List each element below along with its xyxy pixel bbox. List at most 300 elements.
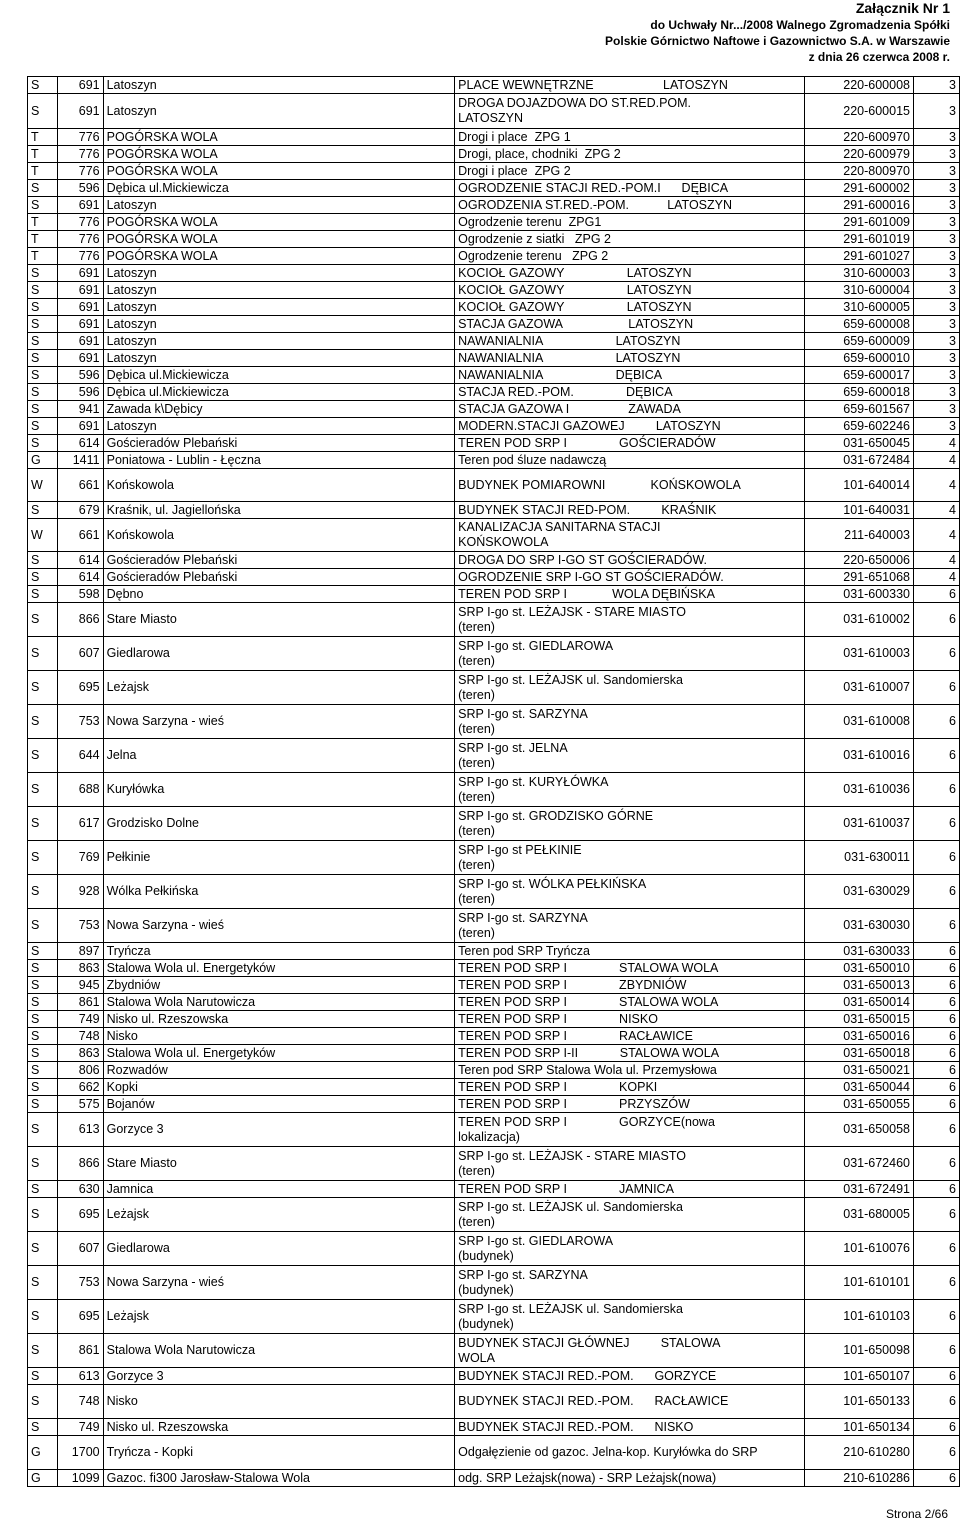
row-code: 659-602246: [804, 418, 913, 435]
row-location: Nowa Sarzyna - wieś: [103, 705, 455, 739]
table-row: [28, 469, 960, 502]
row-number: 661: [57, 469, 103, 502]
row-object: Drogi i place ZPG 1: [455, 129, 805, 146]
row-code: 659-601567: [804, 401, 913, 418]
row-object: SRP I-go st. SARZYNA (teren): [455, 705, 805, 739]
row-location: Kuryłówka: [103, 773, 455, 807]
row-code: 031-610003: [804, 637, 913, 671]
row-type: S: [28, 350, 58, 367]
row-code: 031-650015: [804, 1011, 913, 1028]
row-category: 6: [913, 1147, 959, 1181]
table-row: [28, 1181, 960, 1198]
table-row: [28, 1334, 960, 1368]
row-code: 659-600008: [804, 316, 913, 333]
row-category: 6: [913, 1368, 959, 1385]
row-category: 6: [913, 773, 959, 807]
row-code: 210-610286: [804, 1470, 913, 1487]
row-object: TEREN POD SRP I NISKO: [455, 1011, 805, 1028]
row-object: OGRODZENIE SRP I-GO ST GOŚCIERADÓW.: [455, 569, 805, 586]
row-category: 3: [913, 94, 959, 129]
table-row: [28, 248, 960, 265]
row-object: SRP I-go st. LEŻAJSK ul. Sandomierska (budynek): [455, 1300, 805, 1334]
row-type: S: [28, 586, 58, 603]
row-number: 769: [57, 841, 103, 875]
row-category: 6: [913, 1436, 959, 1470]
table-row: [28, 214, 960, 231]
row-location: Latoszyn: [103, 418, 455, 435]
row-type: S: [28, 1419, 58, 1436]
row-code: 220-800970: [804, 163, 913, 180]
row-object: BUDYNEK STACJI RED.-POM. NISKO: [455, 1419, 805, 1436]
row-type: S: [28, 265, 58, 282]
row-type: G: [28, 1436, 58, 1470]
row-location: Latoszyn: [103, 316, 455, 333]
row-object: Drogi i place ZPG 2: [455, 163, 805, 180]
table-row: [28, 807, 960, 841]
row-category: 3: [913, 146, 959, 163]
row-object: TEREN POD SRP I-II STALOWA WOLA: [455, 1045, 805, 1062]
row-object: SRP I-go st. WÓLKA PEŁKIŃSKA (teren): [455, 875, 805, 909]
row-number: 866: [57, 603, 103, 637]
row-category: 6: [913, 1113, 959, 1147]
row-location: Latoszyn: [103, 350, 455, 367]
table-row: [28, 1045, 960, 1062]
row-category: 6: [913, 994, 959, 1011]
row-category: 4: [913, 502, 959, 519]
row-number: 607: [57, 637, 103, 671]
row-object: Ogrodzenie terenu ZPG 2: [455, 248, 805, 265]
row-type: S: [28, 1232, 58, 1266]
row-number: 861: [57, 994, 103, 1011]
row-type: T: [28, 129, 58, 146]
row-category: 6: [913, 1096, 959, 1113]
date-line: z dnia 26 czerwca 2008 r.: [808, 50, 950, 64]
row-object: NAWANIALNIA LATOSZYN: [455, 333, 805, 350]
row-object: TEREN POD SRP I RACŁAWICE: [455, 1028, 805, 1045]
row-object: Teren pod SRP Stalowa Wola ul. Przemysłowa: [455, 1062, 805, 1079]
row-object: BUDYNEK STACJI RED.-POM. GORZYCE: [455, 1368, 805, 1385]
row-location: POGÓRSKA WOLA: [103, 231, 455, 248]
row-category: 3: [913, 299, 959, 316]
row-location: Leżajsk: [103, 671, 455, 705]
row-type: S: [28, 1334, 58, 1368]
table-row: [28, 1096, 960, 1113]
row-number: 863: [57, 960, 103, 977]
row-location: Stalowa Wola ul. Energetyków: [103, 960, 455, 977]
row-object: SRP I-go st PEŁKINIE (teren): [455, 841, 805, 875]
table-row: [28, 960, 960, 977]
row-type: S: [28, 367, 58, 384]
row-object: SRP I-go st. SARZYNA (teren): [455, 909, 805, 943]
row-code: 031-680005: [804, 1198, 913, 1232]
row-location: Leżajsk: [103, 1300, 455, 1334]
row-category: 6: [913, 1300, 959, 1334]
table-row: [28, 384, 960, 401]
table-row: [28, 129, 960, 146]
row-location: Jelna: [103, 739, 455, 773]
row-object: SRP I-go st. SARZYNA (budynek): [455, 1266, 805, 1300]
row-location: Latoszyn: [103, 265, 455, 282]
row-category: 6: [913, 1232, 959, 1266]
row-location: POGÓRSKA WOLA: [103, 129, 455, 146]
row-type: S: [28, 1113, 58, 1147]
row-number: 607: [57, 1232, 103, 1266]
row-location: Zbydniów: [103, 977, 455, 994]
row-code: 031-610036: [804, 773, 913, 807]
row-object: TEREN POD SRP I STALOWA WOLA: [455, 960, 805, 977]
row-category: 4: [913, 469, 959, 502]
row-category: 6: [913, 875, 959, 909]
table-row: [28, 316, 960, 333]
table-row: [28, 1011, 960, 1028]
table-row: [28, 1079, 960, 1096]
row-object: SRP I-go st. GIEDLAROWA (teren): [455, 637, 805, 671]
row-location: Tryńcza - Kopki: [103, 1436, 455, 1470]
row-object: SRP I-go st. LEŻAJSK ul. Sandomierska (teren): [455, 1198, 805, 1232]
row-code: 031-630030: [804, 909, 913, 943]
row-location: Pełkinie: [103, 841, 455, 875]
row-type: S: [28, 705, 58, 739]
row-code: 310-600004: [804, 282, 913, 299]
row-location: Latoszyn: [103, 299, 455, 316]
row-code: 031-630033: [804, 943, 913, 960]
row-number: 596: [57, 384, 103, 401]
row-location: Dębica ul.Mickiewicza: [103, 384, 455, 401]
row-category: 6: [913, 1079, 959, 1096]
table-row: [28, 180, 960, 197]
row-category: 6: [913, 1198, 959, 1232]
row-object: STACJA GAZOWA LATOSZYN: [455, 316, 805, 333]
row-number: 596: [57, 180, 103, 197]
table-row: [28, 1232, 960, 1266]
row-code: 101-610103: [804, 1300, 913, 1334]
row-code: 220-600970: [804, 129, 913, 146]
row-number: 776: [57, 248, 103, 265]
row-code: 101-610076: [804, 1232, 913, 1266]
table-row: [28, 739, 960, 773]
company-line: Polskie Górnictwo Naftowe i Gazownictwo S.A. w Warszawie: [605, 34, 950, 48]
row-type: S: [28, 943, 58, 960]
row-code: 220-650006: [804, 552, 913, 569]
row-location: POGÓRSKA WOLA: [103, 163, 455, 180]
row-number: 691: [57, 299, 103, 316]
document-header: [605, 0, 950, 65]
row-category: 6: [913, 637, 959, 671]
row-location: Kopki: [103, 1079, 455, 1096]
row-location: Dębno: [103, 586, 455, 603]
row-object: SRP I-go st. GIEDLAROWA (budynek): [455, 1232, 805, 1266]
row-type: S: [28, 1045, 58, 1062]
row-location: Latoszyn: [103, 333, 455, 350]
table-row: [28, 146, 960, 163]
row-category: 3: [913, 333, 959, 350]
row-number: 776: [57, 163, 103, 180]
row-category: 6: [913, 1385, 959, 1419]
row-number: 753: [57, 1266, 103, 1300]
row-code: 031-630011: [804, 841, 913, 875]
row-location: Wólka Pełkińska: [103, 875, 455, 909]
row-type: S: [28, 94, 58, 129]
row-type: S: [28, 384, 58, 401]
table-row: [28, 299, 960, 316]
row-number: 691: [57, 77, 103, 94]
row-object: Teren pod SRP Tryńcza: [455, 943, 805, 960]
row-number: 679: [57, 502, 103, 519]
row-object: TEREN POD SRP I STALOWA WOLA: [455, 994, 805, 1011]
row-number: 691: [57, 350, 103, 367]
row-type: S: [28, 1385, 58, 1419]
table-row: [28, 603, 960, 637]
row-type: S: [28, 1181, 58, 1198]
row-code: 031-672491: [804, 1181, 913, 1198]
table-row: [28, 552, 960, 569]
row-category: 4: [913, 519, 959, 552]
row-code: 211-640003: [804, 519, 913, 552]
table-row: [28, 1028, 960, 1045]
row-number: 614: [57, 435, 103, 452]
row-type: W: [28, 469, 58, 502]
row-code: 291-600016: [804, 197, 913, 214]
row-object: SRP I-go st. JELNA (teren): [455, 739, 805, 773]
row-number: 945: [57, 977, 103, 994]
table-row: [28, 773, 960, 807]
row-number: 748: [57, 1028, 103, 1045]
row-code: 031-610007: [804, 671, 913, 705]
row-number: 753: [57, 909, 103, 943]
row-number: 691: [57, 333, 103, 350]
row-number: 776: [57, 146, 103, 163]
row-code: 101-640014: [804, 469, 913, 502]
row-code: 310-600003: [804, 265, 913, 282]
table-row: [28, 637, 960, 671]
row-number: 630: [57, 1181, 103, 1198]
row-location: Stalowa Wola ul. Energetyków: [103, 1045, 455, 1062]
row-number: 748: [57, 1385, 103, 1419]
row-category: 3: [913, 163, 959, 180]
table-row: [28, 519, 960, 552]
row-location: Nowa Sarzyna - wieś: [103, 909, 455, 943]
row-code: 101-640031: [804, 502, 913, 519]
assets-table-body: [28, 77, 960, 1487]
row-type: S: [28, 909, 58, 943]
row-object: DROGA DO SRP I-GO ST GOŚCIERADÓW.: [455, 552, 805, 569]
row-type: S: [28, 841, 58, 875]
row-code: 291-601009: [804, 214, 913, 231]
row-code: 031-650044: [804, 1079, 913, 1096]
row-code: 031-672484: [804, 452, 913, 469]
row-location: Dębica ul.Mickiewicza: [103, 180, 455, 197]
row-location: Grodzisko Dolne: [103, 807, 455, 841]
row-code: 220-600015: [804, 94, 913, 129]
row-code: 291-600002: [804, 180, 913, 197]
row-code: 291-601019: [804, 231, 913, 248]
row-object: TEREN POD SRP I GORZYCE(nowa lokalizacja): [455, 1113, 805, 1147]
row-number: 1411: [57, 452, 103, 469]
row-category: 3: [913, 197, 959, 214]
row-code: 031-650014: [804, 994, 913, 1011]
table-row: [28, 875, 960, 909]
row-code: 031-610037: [804, 807, 913, 841]
row-category: 6: [913, 603, 959, 637]
row-category: 6: [913, 1419, 959, 1436]
row-object: TEREN POD SRP I GOŚCIERADÓW: [455, 435, 805, 452]
row-category: 3: [913, 180, 959, 197]
row-number: 691: [57, 94, 103, 129]
row-location: Nisko ul. Rzeszowska: [103, 1011, 455, 1028]
table-row: [28, 367, 960, 384]
row-object: TEREN POD SRP I KOPKI: [455, 1079, 805, 1096]
row-type: T: [28, 146, 58, 163]
row-number: 691: [57, 418, 103, 435]
table-row: [28, 77, 960, 94]
row-type: S: [28, 1096, 58, 1113]
row-number: 928: [57, 875, 103, 909]
table-row: [28, 705, 960, 739]
row-code: 031-650010: [804, 960, 913, 977]
row-type: S: [28, 1079, 58, 1096]
row-type: S: [28, 603, 58, 637]
row-category: 6: [913, 671, 959, 705]
row-number: 598: [57, 586, 103, 603]
row-code: 659-600010: [804, 350, 913, 367]
row-number: 614: [57, 569, 103, 586]
row-category: 3: [913, 231, 959, 248]
row-code: 210-610280: [804, 1436, 913, 1470]
row-location: Zawada k\Dębicy: [103, 401, 455, 418]
table-row: [28, 94, 960, 129]
table-row: [28, 418, 960, 435]
row-type: S: [28, 197, 58, 214]
table-row: [28, 163, 960, 180]
table-row: [28, 435, 960, 452]
table-row: [28, 1266, 960, 1300]
row-type: S: [28, 637, 58, 671]
row-number: 661: [57, 519, 103, 552]
row-location: Stare Miasto: [103, 603, 455, 637]
row-type: S: [28, 1300, 58, 1334]
row-location: Gorzyce 3: [103, 1368, 455, 1385]
row-location: Gazoc. fi300 Jarosław-Stalowa Wola: [103, 1470, 455, 1487]
row-object: NAWANIALNIA LATOSZYN: [455, 350, 805, 367]
row-object: Drogi, place, chodniki ZPG 2: [455, 146, 805, 163]
row-type: G: [28, 452, 58, 469]
row-number: 688: [57, 773, 103, 807]
row-number: 861: [57, 1334, 103, 1368]
row-location: Kraśnik, ul. Jagiellońska: [103, 502, 455, 519]
row-type: S: [28, 1011, 58, 1028]
table-row: [28, 197, 960, 214]
row-type: W: [28, 519, 58, 552]
row-object: Ogrodzenie z siatki ZPG 2: [455, 231, 805, 248]
row-object: TEREN POD SRP I PRZYSZÓW: [455, 1096, 805, 1113]
row-code: 659-600018: [804, 384, 913, 401]
row-number: 613: [57, 1113, 103, 1147]
table-row: [28, 1113, 960, 1147]
row-number: 613: [57, 1368, 103, 1385]
row-type: S: [28, 1028, 58, 1045]
row-code: 031-650021: [804, 1062, 913, 1079]
row-code: 101-650134: [804, 1419, 913, 1436]
row-code: 291-601027: [804, 248, 913, 265]
row-category: 3: [913, 316, 959, 333]
row-category: 3: [913, 282, 959, 299]
row-category: 4: [913, 435, 959, 452]
table-row: [28, 586, 960, 603]
row-type: S: [28, 960, 58, 977]
row-type: S: [28, 299, 58, 316]
row-object: NAWANIALNIA DĘBICA: [455, 367, 805, 384]
table-row: [28, 1147, 960, 1181]
row-number: 691: [57, 265, 103, 282]
row-object: KOCIOŁ GAZOWY LATOSZYN: [455, 282, 805, 299]
assets-table: [27, 76, 960, 1487]
row-number: 897: [57, 943, 103, 960]
page-number: Strona 2/66: [885, 1507, 948, 1521]
table-row: [28, 943, 960, 960]
row-location: Końskowola: [103, 469, 455, 502]
table-row: [28, 1198, 960, 1232]
row-number: 695: [57, 1300, 103, 1334]
row-category: 6: [913, 909, 959, 943]
row-category: 3: [913, 129, 959, 146]
row-code: 101-650098: [804, 1334, 913, 1368]
row-type: S: [28, 807, 58, 841]
table-row: [28, 265, 960, 282]
row-category: 3: [913, 350, 959, 367]
row-category: 6: [913, 705, 959, 739]
row-number: 575: [57, 1096, 103, 1113]
row-location: Stalowa Wola Narutowicza: [103, 1334, 455, 1368]
row-code: 101-650133: [804, 1385, 913, 1419]
row-location: Jamnica: [103, 1181, 455, 1198]
table-row: [28, 401, 960, 418]
row-object: TEREN POD SRP I WOLA DĘBIŃSKA: [455, 586, 805, 603]
row-category: 3: [913, 401, 959, 418]
table-row: [28, 1470, 960, 1487]
row-type: S: [28, 435, 58, 452]
row-code: 031-600330: [804, 586, 913, 603]
row-code: 101-650107: [804, 1368, 913, 1385]
row-type: G: [28, 1470, 58, 1487]
row-location: Latoszyn: [103, 282, 455, 299]
table-row: [28, 1385, 960, 1419]
row-location: Dębica ul.Mickiewicza: [103, 367, 455, 384]
row-object: OGRODZENIE STACJI RED.-POM.I DĘBICA: [455, 180, 805, 197]
row-object: SRP I-go st. LEŻAJSK - STARE MIASTO (teren): [455, 603, 805, 637]
table-row: [28, 569, 960, 586]
table-row: [28, 994, 960, 1011]
row-code: 291-651068: [804, 569, 913, 586]
row-type: S: [28, 1062, 58, 1079]
row-code: 659-600009: [804, 333, 913, 350]
row-number: 695: [57, 671, 103, 705]
row-object: KANALIZACJA SANITARNA STACJI KOŃSKOWOLA: [455, 519, 805, 552]
row-object: STACJA RED.-POM. DĘBICA: [455, 384, 805, 401]
row-number: 753: [57, 705, 103, 739]
row-object: odg. SRP Leżajsk(nowa) - SRP Leżajsk(nowa): [455, 1470, 805, 1487]
row-object: SRP I-go st. KURYŁÓWKA (teren): [455, 773, 805, 807]
row-location: Gościeradów Plebański: [103, 552, 455, 569]
row-number: 691: [57, 316, 103, 333]
row-location: Latoszyn: [103, 197, 455, 214]
row-location: Stalowa Wola Narutowicza: [103, 994, 455, 1011]
row-location: Gościeradów Plebański: [103, 569, 455, 586]
row-location: Bojanów: [103, 1096, 455, 1113]
row-category: 4: [913, 569, 959, 586]
row-category: 4: [913, 452, 959, 469]
row-type: S: [28, 994, 58, 1011]
row-number: 644: [57, 739, 103, 773]
